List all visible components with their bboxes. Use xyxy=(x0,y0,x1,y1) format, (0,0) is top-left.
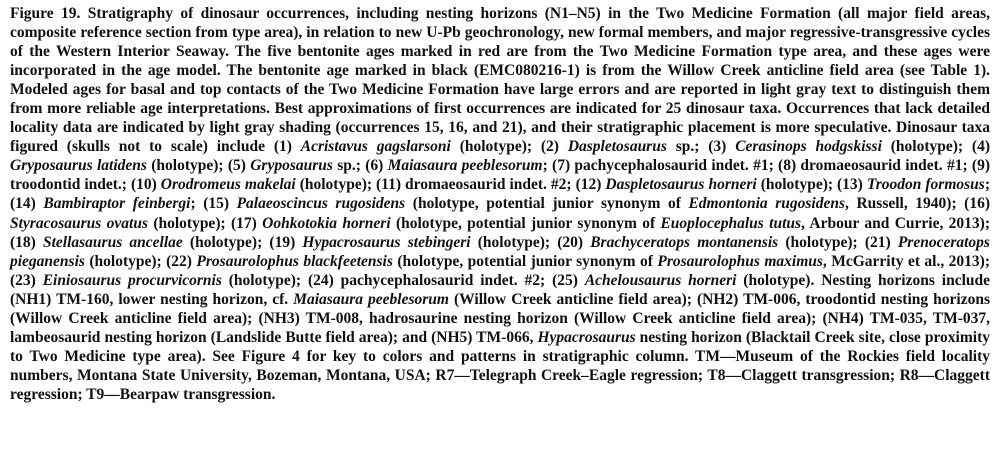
caption-taxon-name: Troodon formosus xyxy=(866,176,985,194)
caption-taxon-name: Styracosaurus ovatus xyxy=(10,214,148,232)
caption-taxon-name: Hypacrosaurus xyxy=(537,328,636,346)
caption-text: (holotype, potential junior synonym of xyxy=(392,252,658,270)
caption-taxon-name: Edmontonia rugosidens xyxy=(688,195,846,213)
caption-text: (holotype, potential junior synonym of xyxy=(405,195,689,213)
caption-text: (Willow Creek anticline field area); (NH2) TM-006, troodontid nesting horizons (Willow Creek anticline field area); (NH3) TM-008, hadrosaurine nesting horizon (Willow Creek anticline field area); (NH4) TM-035, TM-037, lambeosaurid nesting horizon (Landslide Butte field area); and (NH5) TM-066, xyxy=(10,290,990,346)
caption-taxon-name: Gryposaurus xyxy=(250,157,333,175)
caption-text: (holotype). Nesting horizons include (NH1) TM-160, lower nesting horizon, cf. xyxy=(10,271,991,308)
caption-text: (holotype); (11) dromaeosaurid indet. #2; (12) xyxy=(295,176,606,194)
caption-taxon-name: Acristavus gagslarsoni xyxy=(300,138,451,156)
caption-text: ; (15) xyxy=(190,195,237,213)
caption-text: (holotype, potential junior synonym of xyxy=(390,214,661,232)
caption-text: (holotype); (13) xyxy=(756,176,867,194)
caption-taxon-name: Stellasaurus ancellae xyxy=(42,233,183,251)
caption-taxon-name: Prosaurolophus blackfeetensis xyxy=(196,252,393,270)
caption-text: nesting horizon (Blacktail Creek site, close proximity to Two Medicine type area). See Figure 4 for key to colors and patterns in stratigraphic column. TM—Museum of the Rockies field locality numbers, Montana State University, Bozeman, Montana, USA; R7—Telegraph Creek–Eagle regression; T8—Claggett transgression; R8—Claggett regression; T9—Bearpaw transgression. xyxy=(10,328,990,403)
caption-text: sp.; (3) xyxy=(666,138,736,156)
caption-taxon-name: Orodromeus makelai xyxy=(160,176,296,194)
caption-taxon-name: Prenoceratops pieganensis xyxy=(10,233,990,270)
caption-taxon-name: Maiasaura peeblesorum xyxy=(387,157,543,175)
caption-taxon-name: Gryposaurus latidens xyxy=(10,157,147,175)
caption-taxon-name: Daspletosaurus xyxy=(567,138,667,156)
caption-text: (holotype); (4) xyxy=(881,138,990,156)
caption-text: (holotype); (21) xyxy=(778,233,898,251)
caption-text: Figure 19. Stratigraphy of dinosaur occurrences, including nesting horizons (N1–N5) in the Two Medicine Formation (all major field areas, composite reference section from type area), in relation to new U-Pb geochronology, new formal members, and major regressive-transgressive cycles of the Western Interior Seaway. The five bentonite ages marked in red are from the Two Medicine Formation type area, and these ages were incorporated in the age model. The bentonite age marked in black (EMC080216-1) is from the Willow Creek anticline field area (see Table 1). Modeled ages for basal and top contacts of the Two Medicine Formation have large errors and are reported in light gray text to distinguish them from more reliable age interpretations. Best approximations of first occurrences are indicated for 25 dinosaur taxa. Occurrences that lack detailed locality data are indicated by light gray shading (occurrences 15, 16, and 21), and their stratigraphic placement is more speculative. Dinosaur taxa figured (skulls not to scale) include (1) xyxy=(10,5,990,156)
caption-taxon-name: Brachyceratops montanensis xyxy=(590,233,779,251)
caption-text: (holotype); (5) xyxy=(146,157,251,175)
caption-taxon-name: Hypacrosaurus stebingeri xyxy=(302,233,471,251)
caption-text: (holotype); (19) xyxy=(182,233,303,251)
caption-taxon-name: Palaeoscincus rugosidens xyxy=(236,195,406,213)
caption-taxon-name: Bambiraptor feinbergi xyxy=(43,195,191,213)
caption-text: ; (7) pachycephalosaurid indet. #1; (8) dromaeosaurid indet. #1; (9) troodontid indet.; (10) xyxy=(10,157,990,194)
caption-taxon-name: Prosaurolophus maximus xyxy=(657,252,823,270)
caption-taxon-name: Cerasinops hodgskissi xyxy=(735,138,882,156)
caption-text: (holotype); (20) xyxy=(470,233,591,251)
caption-taxon-name: Euoplocephalus tutus xyxy=(660,214,802,232)
caption-text: (holotype); (22) xyxy=(84,252,197,270)
caption-text: (holotype); (24) pachycephalosaurid indet. #2; (25) xyxy=(221,271,585,289)
caption-text: , Arbour and Currie, 2013); (18) xyxy=(10,214,990,251)
caption-text: ; (14) xyxy=(10,176,990,213)
caption-taxon-name: Maiasaura peeblesorum xyxy=(293,290,449,308)
caption-taxon-name: Daspletosaurus horneri xyxy=(605,176,757,194)
caption-text: (holotype); (2) xyxy=(450,138,568,156)
caption-taxon-name: Einiosaurus procurvicornis xyxy=(42,271,222,289)
caption-text: , Russell, 1940); (16) xyxy=(845,195,990,213)
caption-text: (holotype); (17) xyxy=(147,214,263,232)
caption-taxon-name: Oohkotokia horneri xyxy=(262,214,391,232)
caption-text: sp.; (6) xyxy=(332,157,388,175)
caption-taxon-name: Achelousaurus horneri xyxy=(584,271,737,289)
caption-text: , McGarrity et al., 2013); (23) xyxy=(10,252,990,289)
